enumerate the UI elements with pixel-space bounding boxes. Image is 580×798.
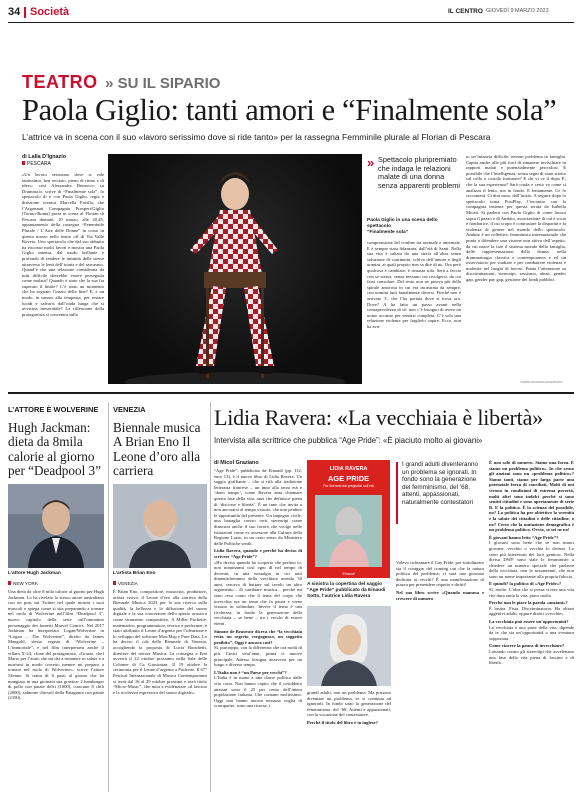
ravera-answer-2: Sì, purtroppo, con la differenza che ora molti di più. Cinici vent’anni, prima ci muove principale. Adesso bisogna attraversi per un lungo e diverso tempo. (214, 645, 302, 668)
ravera-pullquote-bar (396, 462, 398, 524)
book-tagline: Per liberarsi dai pregiudizi sull’età (323, 484, 374, 488)
book-title: AGE PRIDE (327, 474, 370, 483)
dateline (22, 161, 104, 167)
side2-dateline-marker (113, 581, 116, 585)
main-column-4: to un’infanzia difficile, nessun problema in famiglia. Capita anche alle più forti di rimanere invischiate in rapporti malati e potenzialmente pericolosi. E possibile che l’intelligenza, senza segni di stare stretto sul collo o costole fratturate? E chi vi ce il dopo P., che la sua esperienza? Sarà cruda e certo va come si analizza il lento, ma in fondo. E lentamente. Ce lo racconterà. Ci dirà suno, dall’inizio. A seguire dopo lo spettacolo torna PostPlay, l’incontro con la compagnia insieme per questa serata da Isabella Micati. Si parlerà con Paola Giglio di come lavora sopra il pezzo e di Ambito, associazione di cui è socia e fondatrice, il cui scopo è contrastare la disparità e la violenza di genere nel mondo dello spettacolo. Ambito è un collettivo femminista internazionale che punta a difendere una visione non attiva dell’aspetto, da cui nasce la fare il sistema mondo della famiglia, delle rappresentazione della donna, nella drammaturgia classica e contemporanea e ed un osservatorio per studiare e per combattere violenza e molestie nel luoghi di lavoro. Punta l’attenzione su discriminazioni, stereotipi, sessismo, abusi, gender gap, gender pay gap, gestione dei fondi pubblici. (466, 154, 566, 283)
pullquote: Spettacolo pluripremiato che indaga le relazioni malate di una donna senza apparenti problemi (378, 155, 460, 190)
ravera-question-8: Perché non le piace la parola «anziani»? (489, 600, 568, 606)
byline (22, 154, 104, 167)
kicker (22, 72, 220, 92)
main-photo (108, 154, 362, 384)
ravera-question-9: La vecchiaia può essere un’opportunità? (489, 619, 569, 625)
ravera-question-2: Simone de Beauvoir diceva che “la vecchiaia resta un segreto vergognoso, un soggetto proibito”. Oggi è ancora così? (214, 628, 302, 645)
ravera-subhead: Intervista alla scrittrice che pubblica “Age Pride”: «È piaciuto molto ai giovani» (214, 436, 483, 445)
copyright-notice: ©RIPRODUZIONE RISERVATA (520, 380, 563, 384)
ravera-answer-8: È brutta. Fista. Discriminatoria. Ha alcuni aggettivi adulti, oppure diretti «vecchie» (489, 605, 574, 617)
issue-date: GIOVEDÌ 9 MARZO 2023 (486, 8, 549, 14)
ravera-col3b-text: Volevo richiamare il Gay Pride, per sottolineare sia il coraggio del coming out che la natura politica del problema; ci sarà una giornata dedicata ai vecchi? È una manifestazione di piazza per pretendere rispetto e diritti! (396, 560, 484, 588)
ravera-answer-6: I giovani sono bene che se non muori giovane, vecchio o vecchia lo diventi. Lo sono più interessati dei loro genitori. Nella divisa DWF sono state le femministe a chiedere un numero speciale che parlasse della vecchiaia, non le sessantenni, che non sono un nome importante alla propria fiducia. (489, 540, 574, 579)
kicker-main: TEATRO (22, 72, 98, 92)
section-rule (8, 392, 574, 394)
ravera-headline: Lidia Ravera: «La vecchiaia è libertà» (214, 405, 543, 430)
side2-kicker: VENEZIA (113, 405, 146, 414)
photo-caption (367, 218, 459, 235)
side1-caption: L’attore Hugh Jackman (8, 571, 61, 576)
book-author: LIDIA RAVERA (329, 466, 368, 472)
side1-dateline-text: NEW YORK (13, 581, 38, 586)
side2-dateline (113, 581, 138, 587)
ravera-col4-lead: È non solo di numero. Siamo una forza. E siamo un problema politico». In che senso gli anziani sono un «problema politico»? Siamo tanti, siamo per larga parte una potenziale forza di conciliati. Molti di noi vivono in condizioni di estrema povertà, molti altri sono indolci perché si sono sentiti cittadini e sono apertamente di serie B. E la politica. È la scienza del possibile, no? La politica ha per obiettivo la serenità e la salute dei cittadini e delle cittadine, o no? Certo che la mutazione demografica è un problema politico. Ovvio, se sei ne no! (489, 460, 574, 533)
ravera-question-3: L’Italia non è “un Paese per vecchi”? (214, 669, 287, 675)
page-header (8, 6, 574, 20)
header-rule (8, 22, 574, 23)
ravera-question-7: E quindi? la politica di «Age Pride»? (489, 581, 562, 587)
section-divider (24, 7, 26, 18)
ravera-question-4: Perché il titolo del libro è in inglese? (307, 719, 378, 725)
paper-name: IL CENTRO (448, 8, 483, 15)
main-column-1: «Un lavoro serissimo dove si ride tantissimo, ben recitato, pieno di ritmo e di idee»: così Alessandra Bernocco su Dramma.it. scrive di “Finalmente sola”, lo spettacolo di e con Paola Giglio, regia e direzione scenica Marcella Favilla, che l’Argonauti Compagnia Prosperi/Giglio (Torino-Roma) porta in scena al Florian di Pescara domani, 10 marzo, alle 20.45, appuntamento della rassegna “Femminile Plurale / L’Arte delle Donne” in corso in questo marzo nello teatro off di Via Valle Roveto. Uno spettacolo che dal suo debutto ha riscosso molti favori e mostra una Paola Giglio intensa, dal modo brillante e profondo di rendere le intimità delle stesse attraverso le lenti dell’ironia e del sarcasmo. Quand’è che una relazione considerata da tutti difficile dovrebbe essere perseguita come malata? Quando è stato che la sua fia superato il limite? C’è stato un momento che ha segnato l’inizio della fine? E, e un modo, in mezzo alla tempesta, per restare lucidi e salvarsi dall’onda lunga che si avvicina inesorabile? La riflessione della protagonista si concentra sulla (22, 172, 104, 317)
dateline-marker (22, 161, 25, 165)
book-publisher: Einaudi (342, 572, 355, 576)
caption-title: Paola Giglio in una scena dello spettacolo (367, 218, 438, 229)
ravera-question-6: È giovani hanno letto “Age Pride”? (489, 534, 559, 540)
ravera-col3-text: grandi adulti, non un problema. Ma possono diventare un problema, se si continua ad ignorarli. In fondo sono la generazione del femminismo, del ’68. Attenti e appassionati, con la vocazione del contestatore. (307, 690, 391, 718)
ravera-column-4 (489, 460, 574, 792)
kicker-sub: » SU IL SIPARIO (105, 75, 221, 92)
side-divider-1 (108, 402, 109, 792)
ravera-answer-1: «Ho deciso quando ho scoperto che perfino io, non nominarmi così ogni dì nel tempo di decenni, in una nostalgia in cui tutti dimenticheranno della vecchiaia avendo 50 anni, cercavo di buttare sul tavolo un altro argomento... di cambiare musica... perché mi sono resa conto che il tema del corpo che invecchia era un tema che fa paura e viene vissuto in solitudine. Invece il tema è una ricchezza, in fondo la generazione della vecchiaia – se bene – tra i vecchi di essere eterni. (214, 559, 302, 627)
ravera-answer-9: La vecchiaia è una parte della vita, dipende da te che sia un’opportunità o una sventura sopportata. (489, 624, 574, 641)
ravera-question-10: Come vincere la paura di invecchiare? (489, 643, 565, 649)
side1-kicker: L’ATTORE È WOLVERINE (8, 405, 99, 414)
ravera-column-3b (396, 560, 484, 792)
ravera-pullquote: I grandi adulti diventeranno un problema se ignorati. In fondo sono la generazione del femminismo, del ’68, attenti, appassionati, naturalmente contestatori (402, 461, 478, 506)
ravera-answer-10: Lottando contro gli stereotipi che avvelenano una fase della vita piena di fascino e di libertà. (489, 649, 574, 666)
headline: Paola Giglio: tanti amori e “Finalmente sola” (22, 93, 557, 127)
author-photo (307, 606, 391, 686)
brian-eno-portrait (113, 484, 207, 568)
subhead: L’attrice va in scena con il suo «lavoro serissimo dove si ride tanto» per la rassegna Femminile plurale al Florian di Pescara (22, 132, 491, 142)
page-number: 34 (8, 6, 21, 18)
ravera-answer-7: Sì, molto. L’idea che si possa vivere una vita che dura tanta la vita, piace molto. (489, 587, 574, 598)
hugh-jackman-portrait (8, 484, 104, 568)
actress-on-chair-illustration (108, 154, 362, 384)
book-caption: A sinistra la copertina del saggio “Age Pride” pubblicato da Einaudi Sotto, l’autrice Lidia Ravera (307, 582, 386, 599)
section-name: Società (30, 6, 70, 18)
ravera-intro: “Age Pride”, pubblicato da Einaudi (pp. 112, euro 13), è il nuovo libro di Lidia Ravera. Un saggio graffiante – che si rifà alla tradizione letteraria francese – un inno alla terza età e ‘dono tempo’, come Ravera ama chiamare questa fase della vita, anzi che definisce piena di ‘discorse e libertà’. È un inno che invita a non ancorarsi al tempo vissuto, che non perdere le opportunità del presente. Un impegno civile, una battaglia contro certi stereotipi come dimostra anche il suo lavoro che svolge nelle istituzioni come ex assessore alla Cultura della Regione Lazio, in un certo senso da Ministero delle Politiche senili. (214, 468, 302, 546)
book-cover (307, 460, 390, 578)
dateline-text: PESCARA (27, 161, 51, 167)
ravera-byline: di Micol Graziano (214, 460, 259, 466)
side2-caption: L’artista Brian Eno (113, 571, 156, 576)
side2-photo (113, 484, 207, 568)
side-divider-2 (210, 402, 211, 792)
side1-headline: Hugh Jackman: dieta da 8mila calorie al giorno per “Deadpool 3” (8, 420, 102, 479)
main-column-3: comprensione del confine tra normale e anormale. E è sempre stata fidanzata, dall’età di Santi. Nella sua vita è saltata da una storia all’altra senza soluzione di continuità, schiva dell’amore e degli uomini, ai quali proprio non sa dire di no. Ora però qualcosa è cambiato: è rimasta sola. Serà a faccia con se stessa, senza nessuno cui rivolgersi, da cui farsi consolare. Del resto non ne poteva più della spirale amorosa in cui era incastrata da sempre, con uomini tutti banalmente diversi. Finché non è arrivato T., che l’ha portata dove si trova ora. Dove? A ha fatto un passo avanti nella consapevolezza di sé: non c’è bisogno di avere un uomo accanto per sentirsi completa. C’è sola una relazione violenta per farglielo capire. Ecco, non ha avu- (367, 240, 461, 329)
book-cover-illustration (307, 491, 390, 577)
ravera-column-1 (214, 468, 302, 792)
caption-show: “Finalmente sola” (367, 229, 409, 235)
ravera-question-5: Nel suo libro scrive «Quando mamma e crescere di numero (396, 589, 484, 601)
side2-headline: Biennale musica A Brian Eno Il Leone d’oro alla carriera (113, 420, 201, 479)
pullquote-arrow: » (367, 155, 375, 170)
lidia-ravera-portrait (307, 606, 391, 686)
side2-dateline-text: VENEZIA (118, 581, 138, 586)
side2-body: È Brian Eno, compositore, musicista, produttore, artista visivo, il Leone d’oro alla carriera della Biennale Musica 2023 per la sua ricerca sulla qualità, la bellezza e la diffusione del suono digitale e la sua concezione dello spazio acustico come strumento compositivo. A Miller Puckette, matematico, programmatore, teorico e performer, è stato attribuito il Leone d’argento per l’ideazione e lo sviluppo del software Max/Msp e Pure Data. Lo ha deciso il cda della Biennale di Venezia, accogliendo la proposta di Lucia Ronchetti, direttore del settore Musica. La consegna a Eno avverrà il 22 ottobre prossimo nella Sala delle Colonne di Ca Giustinian. Il 19 ottobre la cerimonia per il Leone d’argento a Puckette. Il 67° Festival Internazionale di Musica Contemporanea si terrà dal 16 al 29 ottobre prossimi e avrà titolo “Micro-Music”, che mira a evidenziare «il fascino e la ricchezza espressiva del suono digitale». (113, 589, 207, 695)
byline-author: di Lalla D’Ignazio (22, 154, 67, 160)
side1-dateline (8, 581, 38, 587)
ravera-question-1: Lidia Ravera, quando e perché ha deciso di scrivere “Age Pride”? (214, 548, 302, 559)
side1-photo (8, 484, 104, 568)
ravera-answer-3: L’Italia è in mano a una classe politica dalle vita corta. Non hanno capito che il cosiddetto anziani sono il 25 per cento dell’intera popolazione italiana. Che contano moltissimo. Oggi non hanno ancora nessuna voglia di scomparire, sono una risorsa, i (214, 675, 302, 709)
side1-body: Una dieta da oltre 8 mila calorie al giorno per Hugh Jackman. Lo ha rivelato lo stesso attore australiano con un post sui Twitter nel quale mostra i suoi muscoli e spiega come si stia preparando a tornare nel ruolo di Wolverine nell’film “Deadpool 3”, nuovo capitolo della serie sull’omonimo personaggio dei fumetti Marvel Comics. Nel 2017 Jackman ha interpretato Logan/Wolverine in “Logan – The Wolverine”, diretto da James Mangold, stesso regista di “Wolverine – L’immortale”, e nel film interpretava anche il villain X-24, clone del protagonista. «Grazie, chef Mario per l’aiuto che mi dai a rimanere in salute e a nutrirmi in modo corretto mentre mi preparo a tornare nel ruolo di Wolverine», scrive l’attore 54enne. Si tratta di 6 pasti al giorno che ha mangiato in una giornata sua gravina: 2 hamburger di pollo con patate dolci (1000), ciascuno 8 chili (2000), salmone chicsoli della Patagonia con patate (2100). (8, 589, 104, 701)
ravera-column-3 (307, 690, 391, 792)
side1-dateline-marker (8, 581, 11, 585)
